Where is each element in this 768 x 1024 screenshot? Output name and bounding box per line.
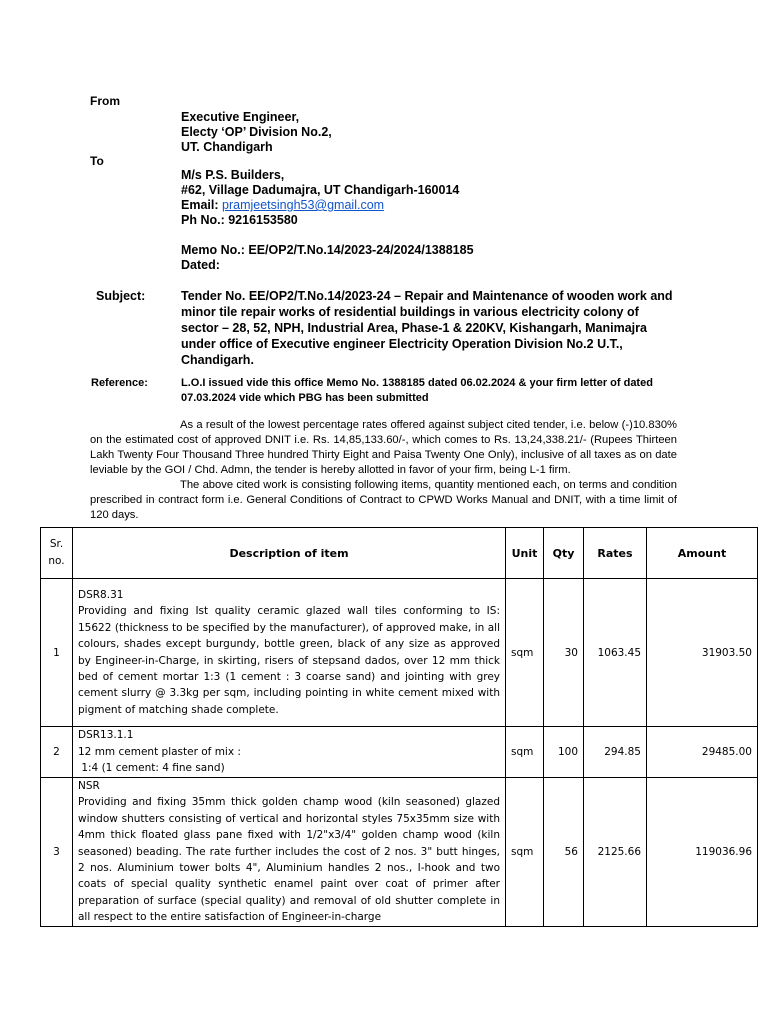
from-label: From — [90, 94, 120, 108]
table-row — [41, 727, 758, 778]
row-sr: 2 — [41, 727, 73, 778]
row-amount: 29485.00 — [647, 727, 758, 778]
item-code: DSR13.1.1 — [78, 729, 134, 742]
body-text — [90, 418, 677, 523]
item-code: DSR8.31 — [78, 588, 124, 601]
item-description: Providing and fixing Ist quality ceramic glazed wall tiles conforming to IS: 15622 (thickness to be specified by the manufacturer), of approved make, in all colours, shades except burgundy, bottle green, black of any size as approved by Engineer-in-Charge, in skirting, risers of stepsand dados, over 12 mm thick bed of cement mortar 1:3 (1 cement : 3 coarse sand) and jointing with grey cement slurry @ 3.3kg per sqm, including pointing in white cement mixed with pigment of matching shade complete. — [78, 605, 500, 716]
row-sr: 1 — [41, 579, 73, 727]
description-header: Description of item — [73, 528, 506, 579]
allotment-paragraph: As a result of the lowest percentage rates offered against subject cited tender, i.e. below (-)10.830% on the estimated cost of approved DNIT i.e. Rs. 14,85,133.60/-, which comes to Rs. 13,24,338.21/- (Rupees Thirteen Lakh Twenty Four Thousand Three hundred Thirty Eight and Paisa Twenty One Only), inclusive of all taxes as on date leviable by the GOI / Chd. Admn, the tender is hereby allotted in favor of your firm, being L-1 firm. — [90, 419, 677, 476]
table-header-row — [41, 528, 758, 579]
sr-header-line: Sr. — [49, 538, 64, 550]
unit-header: Unit — [506, 528, 544, 579]
memo-block — [181, 243, 474, 273]
item-code: NSR — [78, 780, 100, 792]
row-description — [73, 727, 506, 778]
work-terms-paragraph: The above cited work is consisting following items, quantity mentioned each, on terms and condition prescribed in contract form i.e. General Conditions of Contract to CPWD Works Manual and DNIT, with a time limit of 120 days. — [90, 479, 677, 521]
row-qty: 56 — [544, 778, 584, 927]
row-rate: 2125.66 — [584, 778, 647, 927]
row-rate: 1063.45 — [584, 579, 647, 727]
row-unit: sqm — [506, 778, 544, 927]
recipient-address — [181, 168, 459, 228]
row-qty: 30 — [544, 579, 584, 727]
recipient-street: #62, Village Dadumajra, UT Chandigarh-160014 — [181, 183, 460, 197]
rates-header: Rates — [584, 528, 647, 579]
subject-line: minor tile repair works of residential buildings in various electricity colony of — [181, 305, 639, 319]
row-qty: 100 — [544, 727, 584, 778]
recipient-phone: Ph No.: 9216153580 — [181, 213, 298, 227]
memo-number: Memo No.: EE/OP2/T.No.14/2023-24/2024/1388185 — [181, 243, 474, 257]
row-unit: sqm — [506, 727, 544, 778]
to-label: To — [90, 154, 104, 168]
email-label: Email: — [181, 198, 219, 212]
row-rate: 294.85 — [584, 727, 647, 778]
memo-dated: Dated: — [181, 258, 220, 272]
sr-header — [41, 528, 73, 579]
reference-line: 07.03.2024 vide which PBG has been submitted — [181, 392, 429, 404]
reference-line: L.O.I issued vide this office Memo No. 1388185 dated 06.02.2024 & your firm letter of dated — [181, 377, 653, 389]
sender-title: Executive Engineer, — [181, 110, 300, 124]
table-row — [41, 579, 758, 727]
sender-address — [181, 110, 332, 155]
subject-line: Chandigarh. — [181, 353, 254, 367]
table-row — [41, 778, 758, 927]
sender-city: UT. Chandigarh — [181, 140, 273, 154]
row-unit: sqm — [506, 579, 544, 727]
recipient-name: M/s P.S. Builders, — [181, 168, 285, 182]
qty-header: Qty — [544, 528, 584, 579]
sender-division: Electy ‘OP’ Division No.2, — [181, 125, 332, 139]
row-description — [73, 778, 506, 927]
subject-line: sector – 28, 52, NPH, Industrial Area, Phase-1 & 220KV, Kishangarh, Manimajra — [181, 321, 647, 335]
row-amount: 119036.96 — [647, 778, 758, 927]
email-link[interactable]: pramjeetsingh53@gmail.com — [222, 198, 385, 212]
reference-text — [181, 376, 653, 406]
items-table — [40, 527, 758, 927]
amount-header: Amount — [647, 528, 758, 579]
subject-label: Subject: — [96, 289, 146, 303]
item-description: Providing and fixing 35mm thick golden champ wood (kiln seasoned) glazed window shutters consisting of vertical and horizontal styles 75x35mm size with 4mm thick floated glass pane fixed with 1/2"x3/4" golden champ wood (kiln seasoned) beading. The rate further includes the cost of 2 nos. 3" butt hinges, 2 nos. Aluminium tower bolts 4", Aluminium handles 2 nos., I-hook and two coats of special quality synthetic enamel paint over coat of primer after preparation of surface (special quality) and removal of old shutter complete in all respect to the entire satisfaction of Engineer-in-charge — [78, 796, 500, 924]
recipient-email-line — [181, 198, 459, 213]
subject-text — [181, 288, 673, 368]
reference-label: Reference: — [91, 377, 148, 389]
item-description-line: 12 mm cement plaster of mix : — [78, 745, 241, 758]
subject-line: under office of Executive engineer Electricity Operation Division No.2 U.T., — [181, 337, 623, 351]
row-sr: 3 — [41, 778, 73, 927]
sr-header-line: no. — [48, 555, 65, 567]
row-amount: 31903.50 — [647, 579, 758, 727]
subject-line: Tender No. EE/OP2/T.No.14/2023-24 – Repair and Maintenance of wooden work and — [181, 289, 673, 303]
item-description-line: 1:4 (1 cement: 4 fine sand) — [78, 762, 225, 775]
row-description — [73, 579, 506, 727]
